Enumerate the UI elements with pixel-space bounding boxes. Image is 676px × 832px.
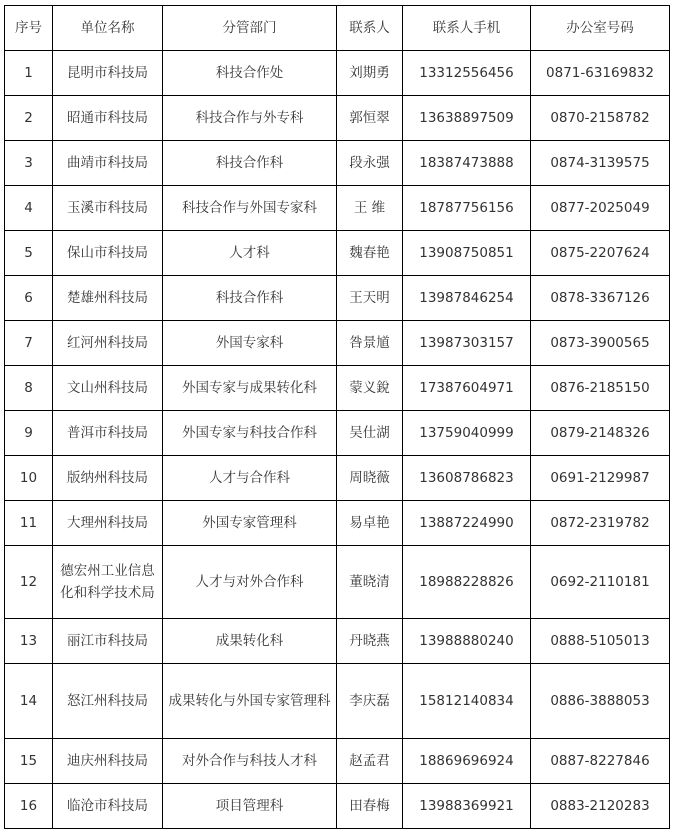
- cell-mobile: 13638897509: [403, 96, 531, 141]
- cell-index: 1: [5, 51, 53, 96]
- cell-office: 0888-5105013: [531, 619, 670, 664]
- cell-department: 外国专家科: [163, 321, 337, 366]
- header-office: 办公室号码: [531, 6, 670, 51]
- cell-mobile: 13987303157: [403, 321, 531, 366]
- cell-unit: 怒江州科技局: [53, 664, 163, 739]
- table-row: [5, 96, 670, 141]
- cell-department: 外国专家与科技合作科: [163, 411, 337, 456]
- cell-mobile: 18387473888: [403, 141, 531, 186]
- header-unit: 单位名称: [53, 6, 163, 51]
- table-row: [5, 141, 670, 186]
- cell-department: 科技合作与外专科: [163, 96, 337, 141]
- cell-unit: 红河州科技局: [53, 321, 163, 366]
- cell-contact: 吴仕湖: [337, 411, 403, 456]
- cell-index: 14: [5, 664, 53, 739]
- cell-mobile: 15812140834: [403, 664, 531, 739]
- cell-mobile: 13312556456: [403, 51, 531, 96]
- table-row: [5, 321, 670, 366]
- cell-office: 0887-8227846: [531, 739, 670, 784]
- table-row: [5, 784, 670, 829]
- cell-contact: 董晓清: [337, 546, 403, 619]
- cell-office: 0883-2120283: [531, 784, 670, 829]
- table-header-row: [5, 6, 670, 51]
- cell-department: 项目管理科: [163, 784, 337, 829]
- cell-unit: 德宏州工业信息化和科学技术局: [53, 546, 163, 619]
- cell-contact: 田春梅: [337, 784, 403, 829]
- cell-index: 3: [5, 141, 53, 186]
- cell-contact: 丹晓燕: [337, 619, 403, 664]
- cell-index: 5: [5, 231, 53, 276]
- cell-unit: 普洱市科技局: [53, 411, 163, 456]
- cell-department: 科技合作处: [163, 51, 337, 96]
- cell-index: 12: [5, 546, 53, 619]
- cell-unit: 版纳州科技局: [53, 456, 163, 501]
- cell-contact: 段永强: [337, 141, 403, 186]
- cell-index: 9: [5, 411, 53, 456]
- table-row: [5, 546, 670, 619]
- cell-index: 13: [5, 619, 53, 664]
- cell-mobile: 18869696924: [403, 739, 531, 784]
- cell-unit: 大理州科技局: [53, 501, 163, 546]
- table-row: [5, 456, 670, 501]
- cell-department: 科技合作科: [163, 276, 337, 321]
- cell-unit: 保山市科技局: [53, 231, 163, 276]
- cell-mobile: 13887224990: [403, 501, 531, 546]
- cell-index: 4: [5, 186, 53, 231]
- cell-office: 0877-2025049: [531, 186, 670, 231]
- cell-unit: 丽江市科技局: [53, 619, 163, 664]
- cell-mobile: 13608786823: [403, 456, 531, 501]
- cell-contact: 魏春艳: [337, 231, 403, 276]
- cell-mobile: 13908750851: [403, 231, 531, 276]
- cell-office: 0875-2207624: [531, 231, 670, 276]
- cell-index: 16: [5, 784, 53, 829]
- cell-mobile: 13988369921: [403, 784, 531, 829]
- cell-index: 7: [5, 321, 53, 366]
- header-index: 序号: [5, 6, 53, 51]
- cell-unit: 楚雄州科技局: [53, 276, 163, 321]
- cell-office: 0871-63169832: [531, 51, 670, 96]
- cell-contact: 王天明: [337, 276, 403, 321]
- cell-office: 0878-3367126: [531, 276, 670, 321]
- table-row: [5, 739, 670, 784]
- table-row: [5, 51, 670, 96]
- cell-mobile: 13988880240: [403, 619, 531, 664]
- table-row: [5, 276, 670, 321]
- cell-office: 0879-2148326: [531, 411, 670, 456]
- cell-contact: 王 维: [337, 186, 403, 231]
- cell-office: 0870-2158782: [531, 96, 670, 141]
- table-row: [5, 186, 670, 231]
- cell-index: 6: [5, 276, 53, 321]
- cell-office: 0873-3900565: [531, 321, 670, 366]
- table-row: [5, 411, 670, 456]
- table-row: [5, 619, 670, 664]
- cell-unit: 昭通市科技局: [53, 96, 163, 141]
- cell-mobile: 13759040999: [403, 411, 531, 456]
- cell-department: 成果转化科: [163, 619, 337, 664]
- cell-unit: 曲靖市科技局: [53, 141, 163, 186]
- cell-unit: 迪庆州科技局: [53, 739, 163, 784]
- cell-contact: 周晓薇: [337, 456, 403, 501]
- header-mobile: 联系人手机: [403, 6, 531, 51]
- cell-office: 0872-2319782: [531, 501, 670, 546]
- cell-department: 人才与合作科: [163, 456, 337, 501]
- cell-contact: 李庆磊: [337, 664, 403, 739]
- cell-department: 外国专家管理科: [163, 501, 337, 546]
- cell-index: 2: [5, 96, 53, 141]
- header-department: 分管部门: [163, 6, 337, 51]
- cell-department: 外国专家与成果转化科: [163, 366, 337, 411]
- cell-index: 10: [5, 456, 53, 501]
- cell-department: 对外合作与科技人才科: [163, 739, 337, 784]
- cell-unit: 文山州科技局: [53, 366, 163, 411]
- table-row: [5, 231, 670, 276]
- cell-unit: 昆明市科技局: [53, 51, 163, 96]
- cell-index: 11: [5, 501, 53, 546]
- table-row: [5, 664, 670, 739]
- cell-mobile: 13987846254: [403, 276, 531, 321]
- cell-mobile: 18787756156: [403, 186, 531, 231]
- contacts-table: [4, 5, 670, 829]
- cell-department: 科技合作科: [163, 141, 337, 186]
- table-row: [5, 501, 670, 546]
- cell-department: 人才与对外合作科: [163, 546, 337, 619]
- table-body: [5, 51, 670, 829]
- cell-office: 0691-2129987: [531, 456, 670, 501]
- cell-contact: 郭恒翠: [337, 96, 403, 141]
- cell-office: 0876-2185150: [531, 366, 670, 411]
- cell-mobile: 18988228826: [403, 546, 531, 619]
- cell-contact: 易卓艳: [337, 501, 403, 546]
- cell-contact: 赵孟君: [337, 739, 403, 784]
- cell-contact: 刘期勇: [337, 51, 403, 96]
- cell-unit: 临沧市科技局: [53, 784, 163, 829]
- table-row: [5, 366, 670, 411]
- header-contact: 联系人: [337, 6, 403, 51]
- cell-office: 0874-3139575: [531, 141, 670, 186]
- cell-index: 15: [5, 739, 53, 784]
- cell-contact: 咎景馗: [337, 321, 403, 366]
- cell-unit: 玉溪市科技局: [53, 186, 163, 231]
- cell-office: 0886-3888053: [531, 664, 670, 739]
- cell-office: 0692-2110181: [531, 546, 670, 619]
- cell-department: 成果转化与外国专家管理科: [163, 664, 337, 739]
- cell-department: 人才科: [163, 231, 337, 276]
- cell-contact: 蒙义銳: [337, 366, 403, 411]
- cell-department: 科技合作与外国专家科: [163, 186, 337, 231]
- cell-index: 8: [5, 366, 53, 411]
- cell-mobile: 17387604971: [403, 366, 531, 411]
